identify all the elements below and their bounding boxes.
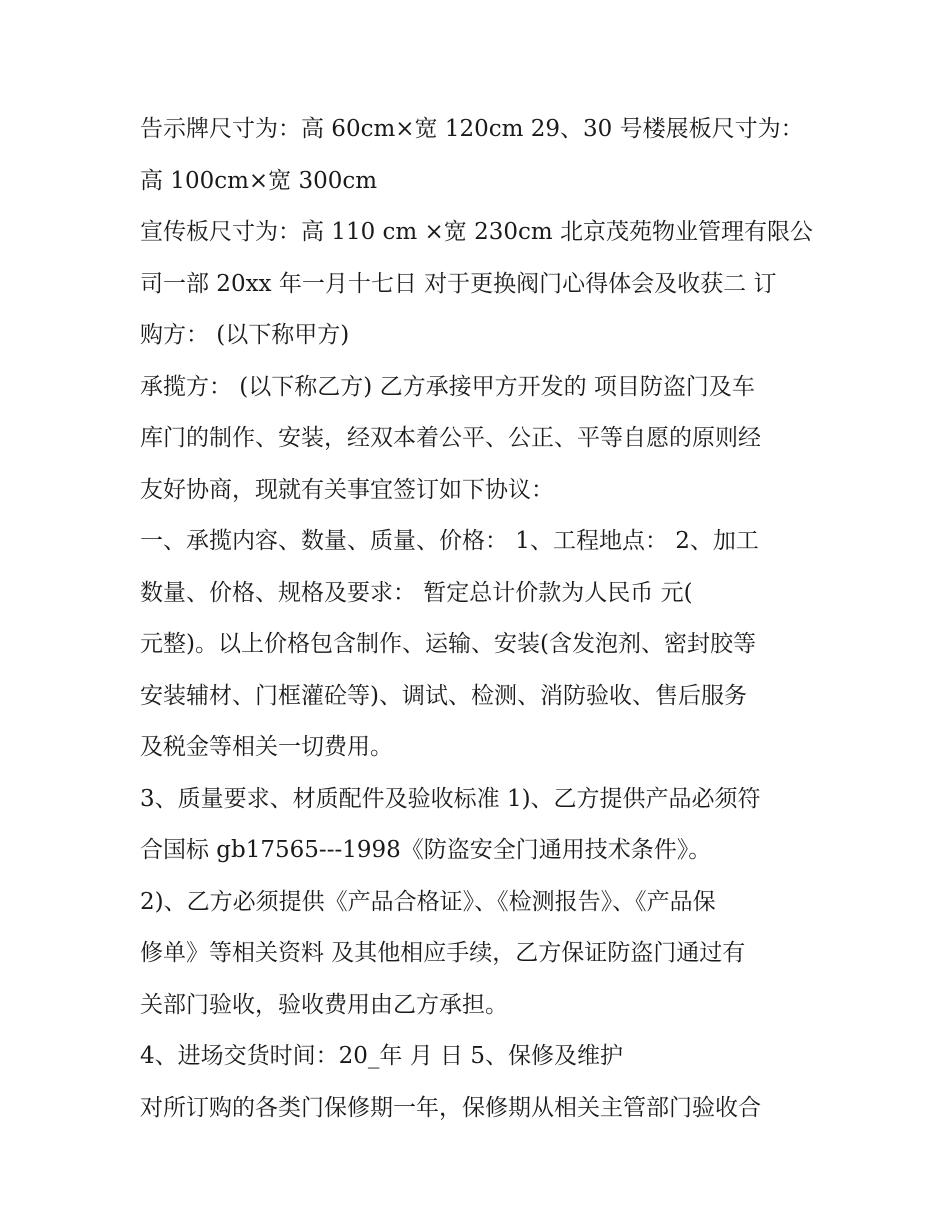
text-line: 合国标 gb17565---1998《防盗安全门通用技术条件》。 (140, 837, 712, 863)
text-line: 数量、价格、规格及要求： 暂定总计价款为人民币 元( (140, 579, 693, 606)
text-line: 司一部 20xx 年一月十七日 对于更换阀门心得体会及收获二 订 (140, 270, 777, 297)
text-line: 宣传板尺寸为：高 110 cm ×宽 230cm 北京茂苑物业管理有限公 (140, 219, 814, 245)
text-line: 高 100cm×宽 300cm (140, 167, 378, 194)
text-line: 告示牌尺寸为：高 60cm×宽 120cm 29、30 号楼展板尺寸为： (140, 116, 804, 142)
text-line: 友好协商，现就有关事宜签订如下协议： (140, 476, 554, 503)
text-line: 关部门验收，验收费用由乙方承担。 (140, 991, 508, 1018)
text-line: 元整)。以上价格包含制作、运输、安装(含发泡剂、密封胶等 (140, 631, 756, 657)
text-line: 承揽方： (以下称乙方) 乙方承接甲方开发的 项目防盗门及车 (140, 373, 755, 400)
text-line: 3、质量要求、材质配件及验收标准 1)、乙方提供产品必须符 (140, 785, 761, 812)
document-body (140, 104, 820, 1134)
text-line: 对所订购的各类门保修期一年，保修期从相关主管部门验收合 (140, 1094, 761, 1121)
text-line: 及税金等相关一切费用。 (140, 734, 393, 760)
text-line: 修单》等相关资料 及其他相应手续，乙方保证防盗门通过有 (140, 940, 746, 966)
text-line: 2)、乙方必须提供《产品合格证》、《检测报告》、《产品保 (140, 888, 716, 915)
text-line: 购方： (以下称甲方) (140, 322, 350, 348)
text-line: 库门的制作、安装，经双本着公平、公正、平等自愿的原则经 (140, 425, 761, 451)
text-line: 一、承揽内容、数量、质量、价格： 1、工程地点： 2、加工 (140, 528, 759, 554)
text-line: 安装辅材、门框灌砼等)、调试、检测、消防验收、售后服务 (140, 682, 747, 709)
text-line: 4、进场交货时间：20_年 月 日 5、保修及维护 (140, 1043, 623, 1069)
